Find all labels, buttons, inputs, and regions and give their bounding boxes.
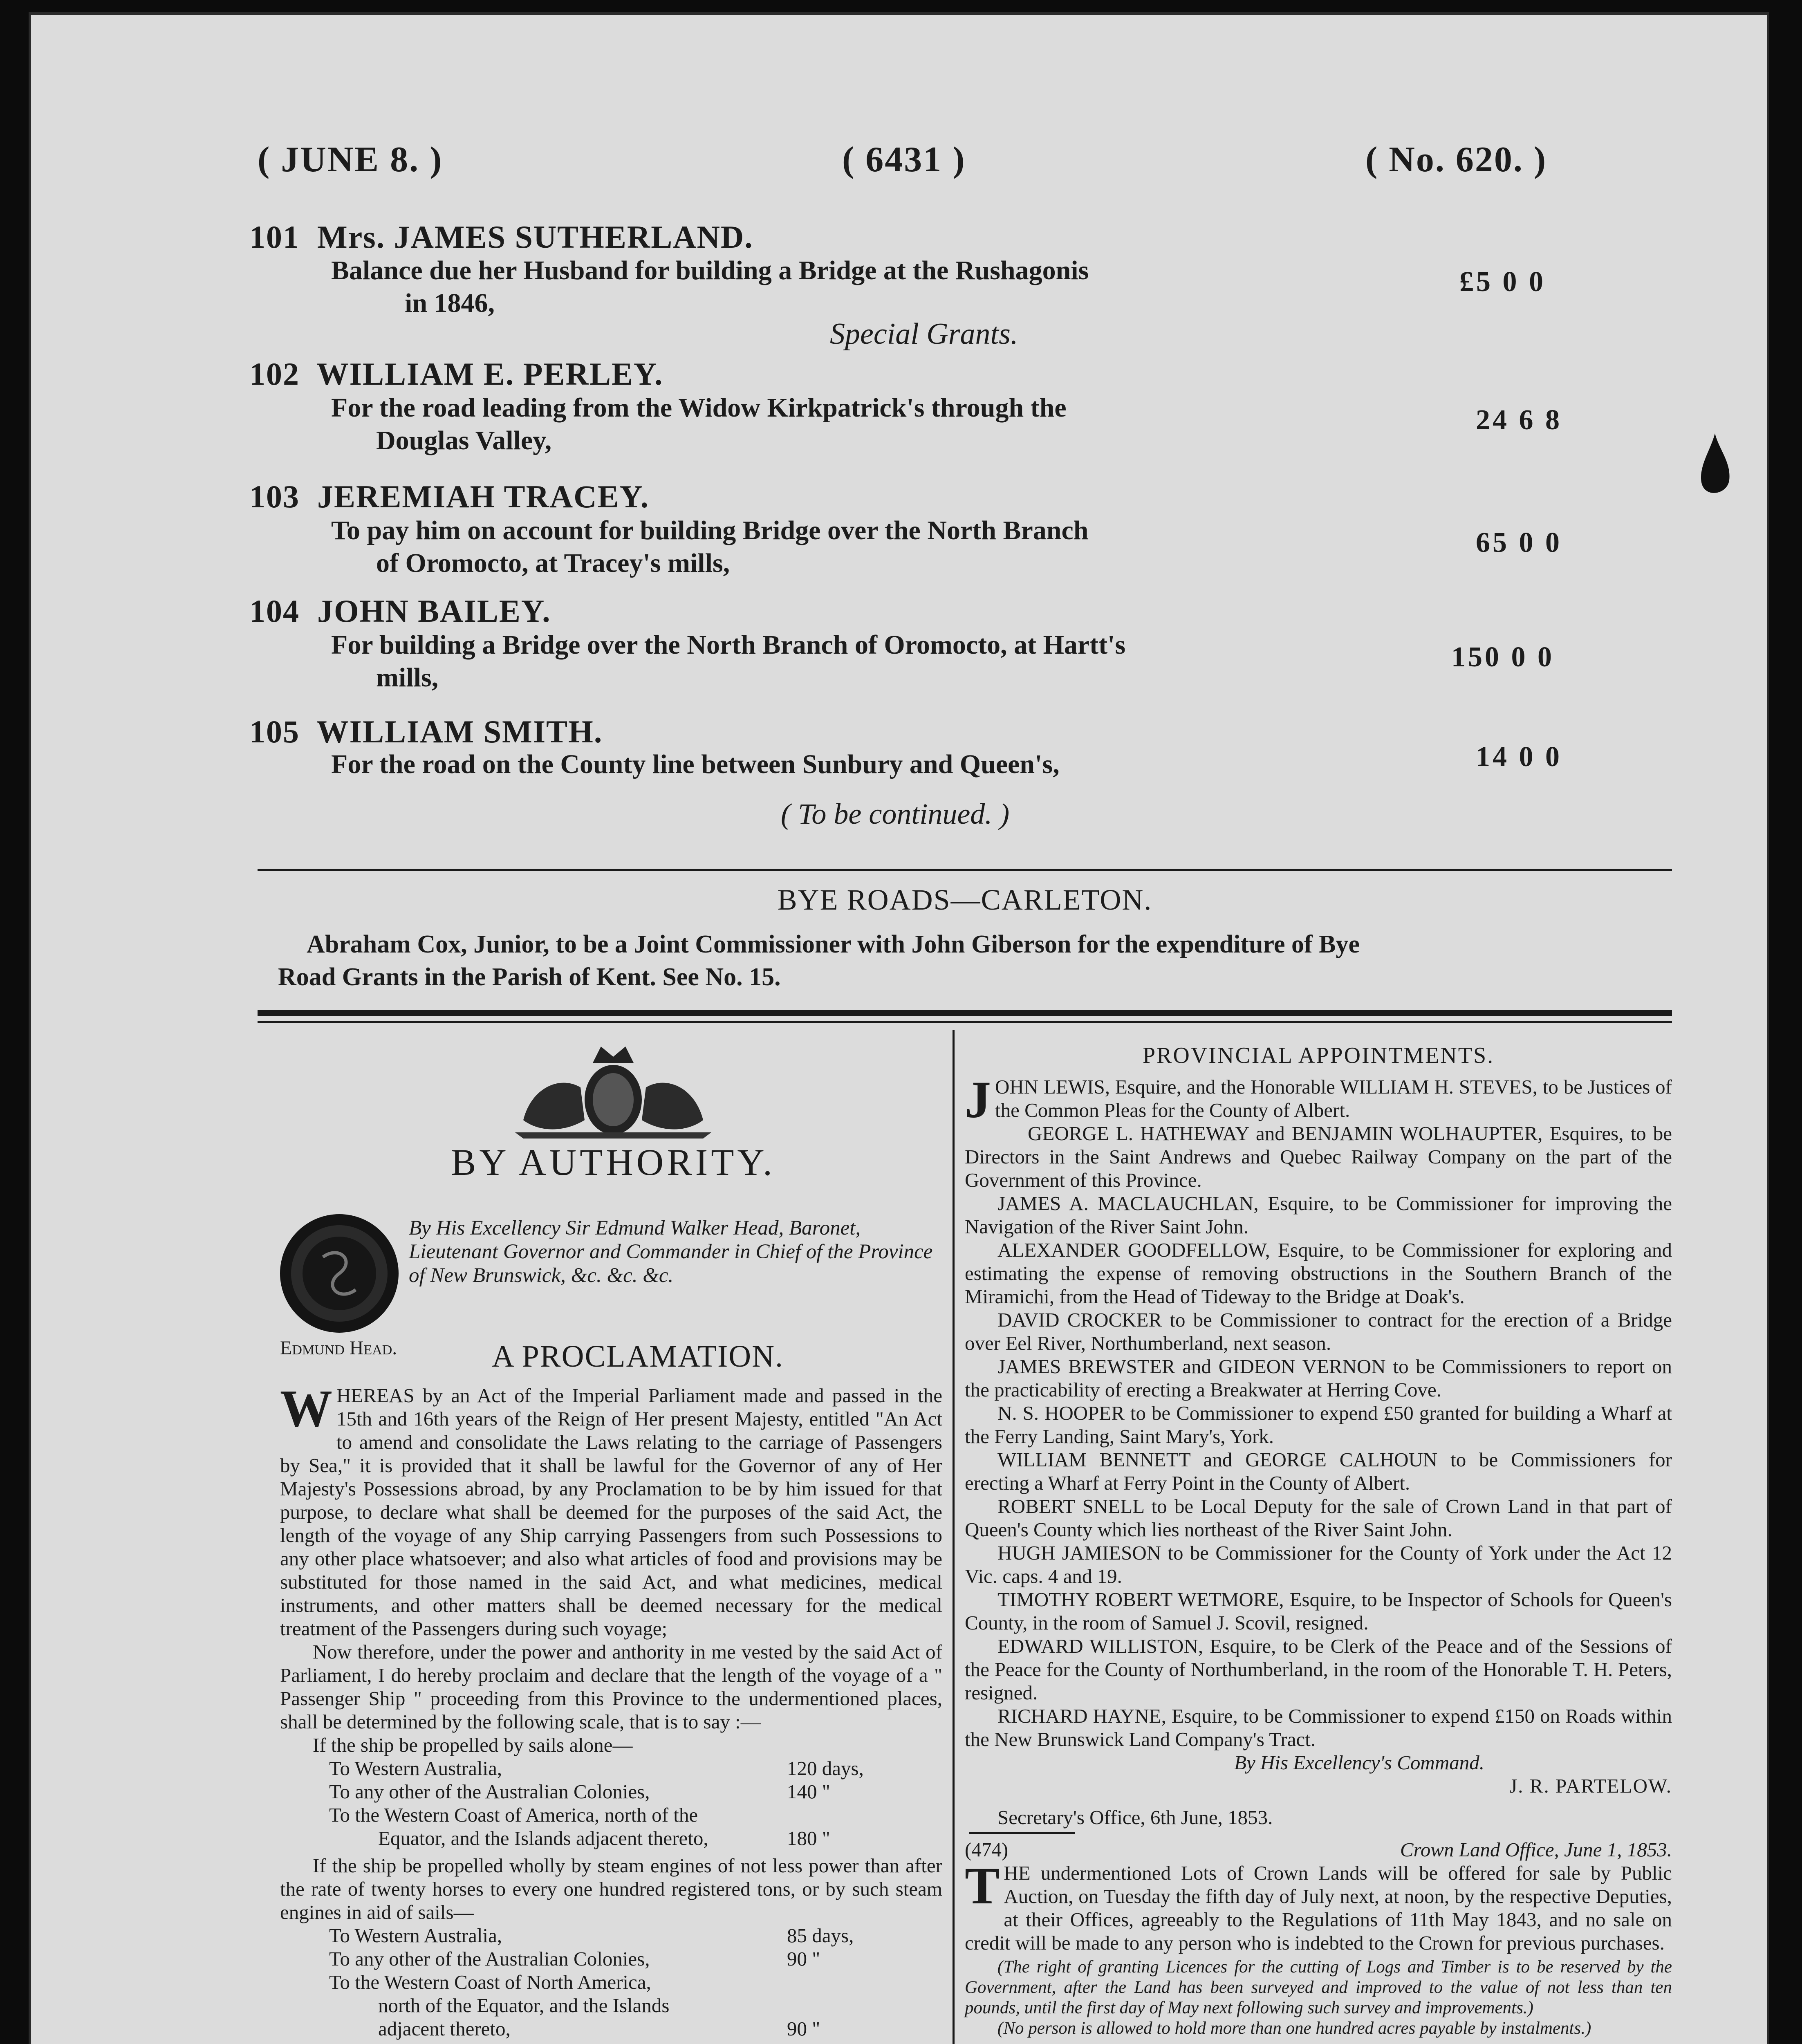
signer-name: Edmund Head. [280, 1337, 397, 1359]
item-104-text: For building a Bridge over the North Branch of Oromocto, at Hartt's mills, [331, 630, 1126, 693]
proclamation-title: A PROCLAMATION. [491, 1339, 784, 1374]
column-divider [953, 1030, 955, 2044]
item-101-amount: £5 0 0 [1459, 266, 1546, 298]
item-101-text: Balance due her Husband for building a Bridge at the Rushagonis in 1846, [331, 256, 1089, 318]
appointment-first: OHN LEWIS, Esquire, and the Honorable WILLIAM H. STEVES, to be Justices of the Common Pleas for the County of Albert. [995, 1076, 1672, 1121]
notice-number: (474) [965, 1838, 1009, 1861]
ink-blot-icon [1697, 433, 1733, 503]
item-102-heading: 102 WILLIAM E. PERLEY. [249, 356, 663, 392]
short-rule [969, 1832, 1075, 1834]
item-105-heading: 105 WILLIAM SMITH. [249, 714, 603, 749]
proclamation-whereas: HEREAS by an Act of the Imperial Parliament made and passed in the 15th and 16th years of the Reign of Her present Majesty, entitled "An Act to amend and consolidate the Laws relating to the carriage of Passengers by Sea," it is provided that it shall be lawful for the Governor of any of Her Majesty's Possessions abroad, by any Proclamation to be by him issued for that purpose, to declare what shall be deemed for the purposes of the said Act, the length of the voyage of any Ship carrying Passengers from such Possessions to any other place whatsoever; and also what articles of food and provisions may be substituted for those named in the said Act, and what medicines, medical instruments, and other matters shall be deemed necessary for the medical treatment of the Passengers during such voyage; [280, 1384, 942, 1640]
drop-cap: W [280, 1379, 332, 1437]
proclamation-body [280, 1379, 942, 2044]
steam-row: To Western Australia, 85 days, [329, 1924, 854, 1947]
by-authority-heading: BY AUTHORITY. [450, 1141, 776, 1183]
steam-row: To the Western Coast of North America, [329, 1971, 651, 1993]
special-grants-heading: Special Grants. [830, 317, 1018, 351]
item-number: 101 [249, 219, 300, 255]
steam-row: north of the Equator, and the Islands [378, 1994, 670, 2017]
item-105-text: For the road on the County line between Sunbury and Queen's, [331, 749, 1060, 779]
appointment-entry: DAVID CROCKER to be Commissioner to contract for the erection of a Bridge over Eel River, Northumberland, next season. [965, 1309, 1672, 1354]
header-issue-number: ( No. 620. ) [1365, 140, 1547, 179]
appointment-entry: JAMES BREWSTER and GIDEON VERNON to be Commissioners to report on the practicability of erecting a Breakwater at Herring Cove. [965, 1355, 1672, 1401]
sails-row: To the Western Coast of America, north of the [329, 1804, 698, 1826]
appointment-entry: N. S. HOOPER to be Commissioner to expend £50 granted for building a Wharf at the Ferry Landing, Saint Mary's, York. [965, 1402, 1672, 1448]
appointment-entry: RICHARD HAYNE, Esquire, to be Commissioner to expend £150 on Roads within the New Brunswick Land Company's Tract. [965, 1705, 1672, 1750]
appointment-entry: JAMES A. MACLAUCHLAN, Esquire, to be Commissioner for improving the Navigation of the River Saint John. [965, 1192, 1672, 1238]
secretary-office-date: Secretary's Office, 6th June, 1853. [997, 1806, 1273, 1829]
instalment-note: (No person is allowed to hold more than one hundred acres payable by instalments.) [997, 2019, 1591, 2038]
item-101-heading [249, 219, 753, 256]
header-date: ( JUNE 8. ) [258, 140, 443, 179]
item-105-amount: 14 0 0 [1476, 741, 1562, 773]
bye-roads-notice: Abraham Cox, Junior, to be a Joint Commissioner with John Giberson for the expenditure of Bye Road Grants in the Parish of Kent. See No. 15. [278, 930, 1360, 991]
sails-intro: If the ship be propelled by sails alone— [313, 1734, 633, 1756]
sails-row: Equator, and the Islands adjacent thereto, 180 " [378, 1827, 830, 1849]
sails-row: To any other of the Australian Colonies, 140 " [329, 1780, 830, 1803]
partelow-signature: J. R. PARTELOW. [1509, 1775, 1672, 1797]
steam-row: adjacent thereto, 90 " [378, 2017, 820, 2040]
seal-icon [278, 1212, 401, 1335]
crown-land-notice: HE undermentioned Lots of Crown Lands will be offered for sale by Public Auction, on Tuesday the fifth day of July next, at noon, by the respective Deputies, at their Offices, agreeably to the Regulations of 11th May 1843, and no sale on credit will be made to any person who is indebted to the Crown for previous purchases. [965, 1862, 1672, 1954]
item-103-heading: 103 JEREMIAH TRACEY. [249, 479, 650, 514]
royal-arms-icon [499, 1038, 728, 1141]
item-104-heading: 104 JOHN BAILEY. [249, 593, 551, 629]
provincial-appointments-title: PROVINCIAL APPOINTMENTS. [1142, 1043, 1495, 1068]
item-name: Mrs. JAMES SUTHERLAND. [317, 219, 753, 255]
bye-roads-title: BYE ROADS—CARLETON. [777, 883, 1152, 916]
appointment-entry: TIMOTHY ROBERT WETMORE, Esquire, to be Inspector of Schools for Queen's County, in the room of Samuel J. Scovil, resigned. [965, 1588, 1672, 1634]
drop-cap: T [965, 1857, 1000, 1915]
section-thin-rule [258, 1021, 1672, 1023]
item-103-text: To pay him on account for building Bridge over the North Branch of Oromocto, at Tracey's mills, [331, 515, 1089, 578]
item-102-text: For the road leading from the Widow Kirkpatrick's through the Douglas Valley, [331, 393, 1067, 455]
to-be-continued: ( To be continued. ) [781, 798, 1010, 830]
divider-rule [258, 869, 1672, 871]
appointment-entry: ALEXANDER GOODFELLOW, Esquire, to be Commissioner for exploring and estimating the expense of removing obstructions in the Southern Branch of the Miramichi, from the Head of Tideway to the Bridge at Doak's. [965, 1239, 1672, 1308]
appointment-entry: GEORGE L. HATHEWAY and BENJAMIN WOLHAUPTER, Esquires, to be Directors in the Saint Andrews and Quebec Railway Company on the part of the Government of this Province. [965, 1122, 1672, 1191]
drop-cap: J [965, 1071, 991, 1129]
item-104-amount: 150 0 0 [1451, 641, 1554, 673]
steam-row: To any other of the Australian Colonies, 90 " [329, 1948, 820, 1970]
steam-table [280, 1924, 942, 2040]
appointment-entry: WILLIAM BENNETT and GEORGE CALHOUN to be Commissioners for erecting a Wharf at Ferry Point in the County of Albert. [965, 1448, 1672, 1494]
appointment-entry: EDWARD WILLISTON, Esquire, to be Clerk of the Peace and of the Sessions of the Peace for the County of Northumberland, in the room of the Honorable T. H. Peters, resigned. [965, 1635, 1672, 1704]
item-103-amount: 65 0 0 [1476, 527, 1562, 558]
appointments-body [965, 1071, 1672, 2044]
item-102-amount: 24 6 8 [1476, 404, 1562, 436]
appointment-entry: ROBERT SNELL to be Local Deputy for the sale of Crown Land in that part of Queen's County which lies northeast of the River Saint John. [965, 1495, 1672, 1541]
sails-row: To Western Australia, 120 days, [329, 1757, 864, 1780]
section-thick-rule [258, 1010, 1672, 1016]
steam-intro: If the ship be propelled wholly by steam engines of not less power than after the rate of twenty horses to every one hundred registered tons, or by such steam engines in aid of sails— [280, 1854, 942, 1923]
appointment-entry: HUGH JAMIESON to be Commissioner for the County of York under the Act 12 Vic. caps. 4 and 19. [965, 1542, 1672, 1587]
header-page-number: ( 6431 ) [842, 140, 966, 179]
licence-note: (The right of granting Licences for the cutting of Logs and Timber is to be reserved by the Government, after the Land has been surveyed and improved to the value of not less than ten pounds, until the first day of May next following such survey and improvements.) [965, 1957, 1672, 2017]
proclamation-now-therefore: Now therefore, under the power and anthority in me vested by the said Act of Parliament, I do hereby proclaim and declare that the length of the voyage of a " Passenger Ship " proceeding from this Province to the undermentioned places, shall be determined by the following scale, that is to say :— [280, 1641, 942, 1733]
command-line: By His Excellency's Command. [1234, 1751, 1484, 1774]
gazette-page [29, 12, 1769, 2044]
crown-land-office-date: Crown Land Office, June 1, 1853. [1400, 1838, 1672, 1861]
sails-table [280, 1757, 942, 1850]
crown-land-heading [965, 1838, 1672, 1861]
excellency-title: By His Excellency Sir Edmund Walker Head, Baronet, Lieutenant Governor and Commander in Chief of the Province of New Brunswick, &c. &c. &c. [409, 1217, 933, 1287]
